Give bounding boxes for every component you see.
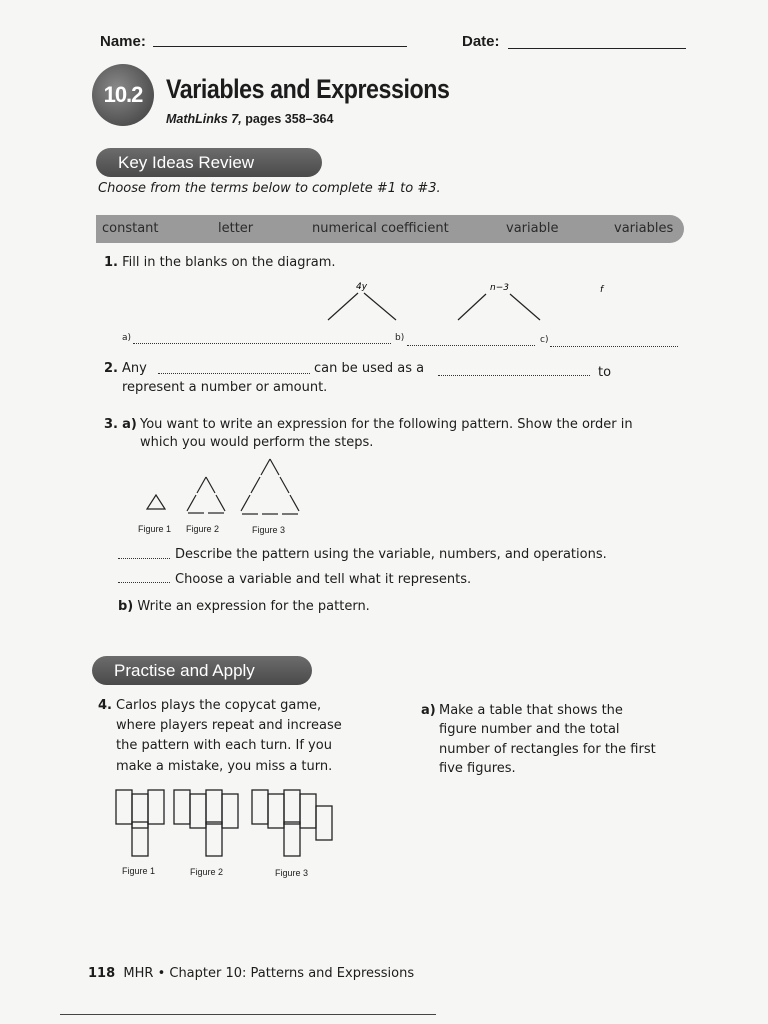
q2-blank-2[interactable] [438,375,590,376]
q1-expr-b: n−3 [490,283,509,293]
q4a-text-line: number of rectangles for the first [439,742,656,757]
q2-text-1: Any [122,361,147,376]
q2-text-4: represent a number or amount. [122,380,328,395]
q4a-label: a) [421,703,436,718]
q3-step-blank-2[interactable] [118,582,170,583]
q1-blank-c-label: c) [540,335,549,345]
name-line[interactable] [153,46,407,47]
q1-blank-c[interactable] [550,346,678,347]
q2-text-3: to [598,365,612,380]
question-4-number: 4. [98,698,112,713]
q3-figure-label: Figure 2 [186,524,220,534]
q4a-text-line: Make a table that shows the [439,703,623,718]
q1-expr-c: f [600,285,604,295]
q1-expr-a: 4y [356,282,368,292]
q3-step-2: Choose a variable and tell what it represents. [175,572,472,587]
term-item: variable [506,221,559,236]
q4a-text-line: figure number and the total [439,722,620,737]
section-number: 10.2 [103,82,143,107]
page-title: Variables and Expressions [166,74,450,104]
date-label: Date: [462,33,500,50]
page-footer: 118 MHR • Chapter 10: Patterns and Expressions [88,966,415,981]
question-2-number: 2. [104,361,118,376]
q4a-text-line: five figures. [439,761,516,776]
q1-blank-b[interactable] [407,345,535,346]
footer-rule [60,1014,436,1015]
q4-text-line: Carlos plays the copycat game, [116,698,322,713]
q1-diagram [300,278,660,326]
q3-step-blank-1[interactable] [118,558,170,559]
q4-text-line: make a mistake, you miss a turn. [116,759,333,774]
question-3-number: 3. a) [104,417,137,432]
name-label: Name: [100,33,146,50]
q3-step-1: Describe the pattern using the variable, numbers, and operations. [175,547,607,562]
q3b: b) Write an expression for the pattern. [118,599,370,614]
question-1: 1. Fill in the blanks on the diagram. [104,255,336,270]
term-item: variables [614,221,674,236]
q4-rectangle-pattern [112,788,338,860]
q1-blank-a-label: a) [122,333,132,343]
practise-heading: Practise and Apply [92,656,312,685]
q2-blank-1[interactable] [158,373,310,374]
q3a-text-2: which you would perform the steps. [140,435,374,450]
date-line[interactable] [508,48,686,49]
page-subtitle: MathLinks 7, pages 358–364 [166,112,334,126]
key-ideas-instruction: Choose from the terms below to complete #1 to #3. [98,181,441,196]
q4-figure-label: Figure 3 [275,868,309,878]
term-item: constant [102,221,159,236]
q1-blank-a[interactable] [133,343,391,344]
q4-figure-label: Figure 2 [190,867,224,877]
q1-blank-b-label: b) [395,333,405,343]
key-ideas-heading: Key Ideas Review [96,148,322,177]
q3-figure-label: Figure 3 [252,525,286,535]
term-item: letter [218,221,254,236]
q4-figure-label: Figure 1 [122,866,156,876]
term-item: numerical coefficient [312,221,449,236]
q3-figure-label: Figure 1 [138,524,172,534]
q4-text-line: where players repeat and increase [116,718,342,733]
q3a-text-1: You want to write an expression for the following pattern. Show the order in [140,417,633,432]
q4-text-line: the pattern with each turn. If you [116,738,332,753]
q2-text-2: can be used as a [314,361,425,376]
q3-triangle-pattern [140,455,310,521]
